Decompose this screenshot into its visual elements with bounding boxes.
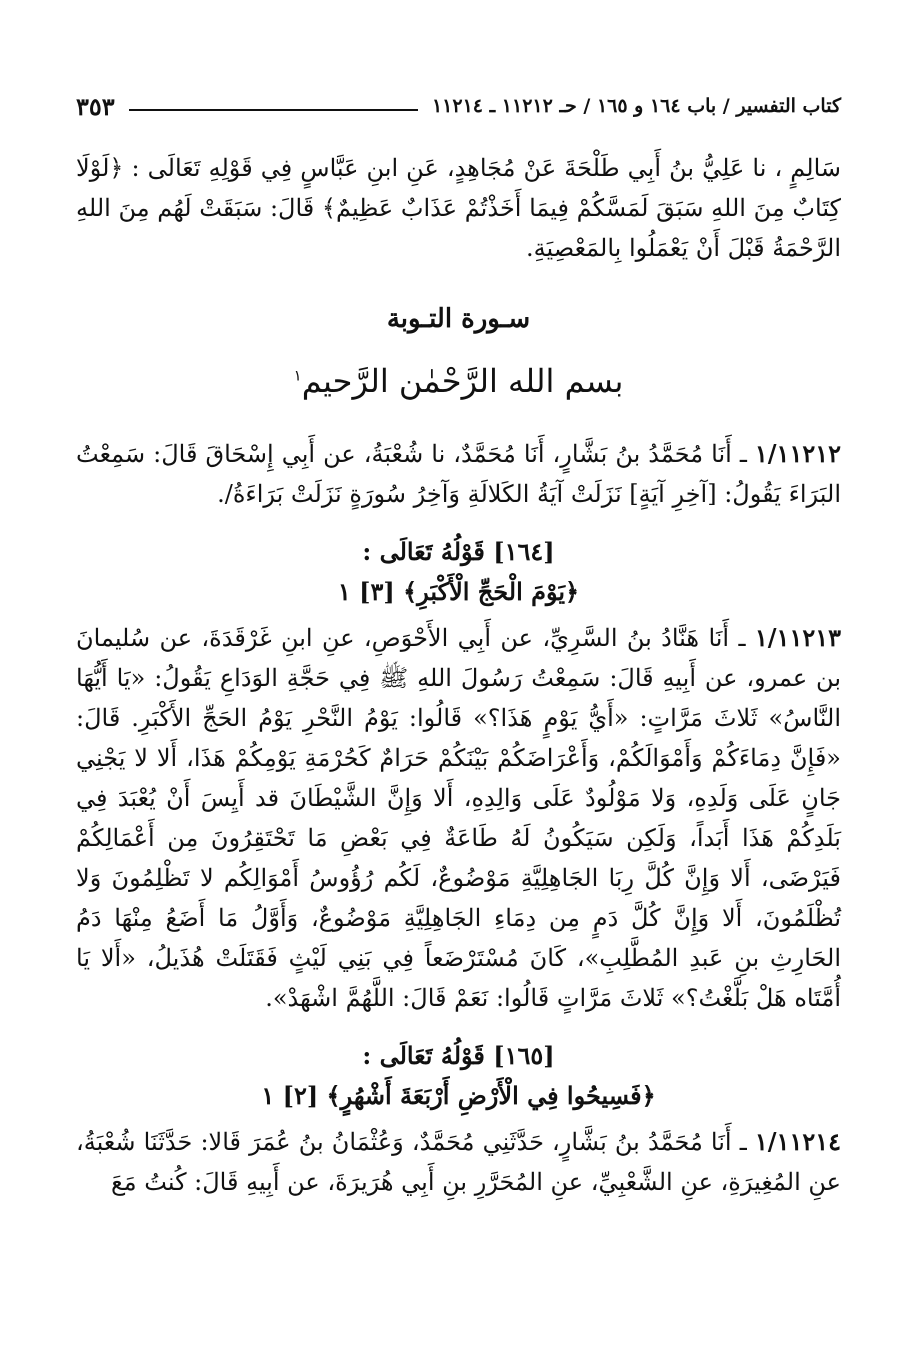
chapter-heading-165: [١٦٥] قَوْلُهُ تَعَالَى : <box>362 1041 555 1070</box>
ayah-footnote-marker: ١ <box>261 1081 275 1110</box>
running-title: كتاب التفسير / باب ١٦٤ و ١٦٥ / حـ ١١٢١٢ ـ ١١٢١٤ <box>431 95 841 117</box>
basmala <box>76 362 841 400</box>
hadith-number: ١/١١٢١٢ <box>754 439 841 468</box>
hadith-text: ـ أَنَا هَنَّادُ بنُ السَّرِيِّ، عن أَبِي الأَحْوَصِ، عنِ ابنِ غَرْقَدَةَ، عن سُليمانَ بن عمرو، عن أَبِيهِ قَالَ: سَمِعْتُ رَسُولَ اللهِ ﷺ فِي حَجَّةِ الوَدَاعِ يَقُولُ: «يَا أَيُّهَا النَّاسُ» ثَلاثَ مَرَّاتٍ: «أَيُّ يَوْمٍ هَذَا؟» قَالُوا: يَوْمُ النَّحْرِ يَوْمُ الحَجِّ الأَكْبَرِ. قَالَ: «فَإِنَّ دِمَاءَكُمْ وَأَمْوَالَكُمْ، وَأَعْرَاضَكُمْ بَيْنَكُمْ حَرَامٌ كَحُرْمَةِ يَوْمِكُمْ هَذَا، أَلا لا يَجْنِي جَانٍ عَلَى وَلَدِهِ، وَلا مَوْلُودٌ عَلَى وَالِدِهِ، أَلا وَإِنَّ الشَّيْطَانَ قد أَيِسَ أَنْ يُعْبَدَ فِي بَلَدِكُمْ هَذَا أَبَداً، وَلَكِن سَيَكُونُ لَهُ طَاعَةٌ فِي بَعْضِ مَا تَحْتَقِرُونَ مِن أَعْمَالِكُمْ فَيَرْضَى، أَلا وَإِنَّ كُلَّ رِبَا الجَاهِلِيَّةِ مَوْضُوعٌ، لَكُم رُؤُوسُ أَمْوَالِكُم لا تَظْلِمُونَ وَلا تُظْلَمُونَ، أَلا وَإِنَّ كُلَّ دَمٍ مِن دِمَاءِ الجَاهِلِيَّةِ مَوْضُوعٌ، وَأَوَّلُ مَا أَضَعُ مِنْهَا دَمُ الحَارِثِ بنِ عَبدِ المُطَّلِبِ»، كَانَ مُسْتَرْضَعاً فِي بَنِي لَيْثٍ فَقَتَلَتْ هُذَيلُ، «أَلا يَا أُمَّتَاه هَلْ بَلَّغْتُ؟» ثَلاثَ مَرَّاتٍ قَالُوا: نَعَمْ قَالَ: اللَّهُمَّ اشْهَدْ». <box>76 624 842 1012</box>
header-rule <box>129 109 418 111</box>
basmala-footnote-marker: ١ <box>293 366 302 385</box>
running-header <box>76 86 841 126</box>
hadith-number: ١/١١٢١٣ <box>754 623 841 652</box>
quran-ref-164 <box>76 572 841 612</box>
surah-title: سـورة التـوبة <box>386 304 531 334</box>
intro-paragraph: سَالِمٍ ، نا عَلِيُّ بنُ أَبِي طَلْحَةَ عَنْ مُجَاهِدٍ، عَنِ ابنِ عَبَّاسٍ فِي قَوْلِهِ تَعَالَى : ﴿لَوْلَا كِتَابٌ مِنَ اللهِ سَبَقَ لَمَسَّكُمْ فِيمَا أَخَذْتُمْ عَذَابٌ عَظِيمٌ﴾ قَالَ: سَبَقَتْ لَهُم مِنَ اللهِ الرَّحْمَةُ قَبْلَ أَنْ يَعْمَلُوا بِالمَعْصِيَةِ. <box>76 154 841 262</box>
chapter-heading-164: [١٦٤] قَوْلُهُ تَعَالَى : <box>362 537 555 566</box>
quran-ref-165 <box>76 1076 841 1116</box>
hadith-11212 <box>76 434 841 514</box>
basmala-text: بسم الله الرَّحْمٰن الرَّحيم <box>301 362 624 400</box>
hadith-11214 <box>76 1122 841 1202</box>
hadith-text: ـ أَنَا مُحَمَّدُ بنُ بَشَّارٍ، حَدَّثَنِي مُحَمَّدٌ، وَعُثْمَانُ بنُ عُمَرَ قَالا: حَدَّثَنَا شُعْبَةُ، عنِ المُغِيرَةِ، عنِ الشَّعْبِيِّ، عنِ المُحَرَّرِ بنِ أَبِي هُرَيرَةَ، عن أَبِيهِ قَالَ: كُنتُ مَعَ <box>76 1128 841 1196</box>
hadith-11213 <box>76 618 841 1018</box>
ayah-text: ﴿فَسِيحُوا فِي الْأَرْضِ أَرْبَعَةَ أَشْهُرٍ﴾ [٢] <box>282 1081 656 1110</box>
ayah-footnote-marker: ١ <box>337 577 351 606</box>
hadith-text: ـ أَنَا مُحَمَّدُ بنُ بَشَّارٍ، أَنَا مُحَمَّدٌ، نا شُعْبَةُ، عن أَبِي إِسْحَاقَ قَالَ: سَمِعْتُ البَرَاءَ يَقُولُ: [آخِرِ آيَةٍ] نَزَلَتْ آيَةُ الكَلالَةِ وَآخِرُ سُورَةٍ نَزَلَتْ بَرَاءَةُ/. <box>76 440 841 508</box>
ayah-text: ﴿يَوْمَ الْحَجِّ الْأَكْبَرِ﴾ [٣] <box>359 577 580 606</box>
page-number: ٣٥٣ <box>76 91 115 121</box>
hadith-number: ١/١١٢١٤ <box>754 1127 841 1156</box>
